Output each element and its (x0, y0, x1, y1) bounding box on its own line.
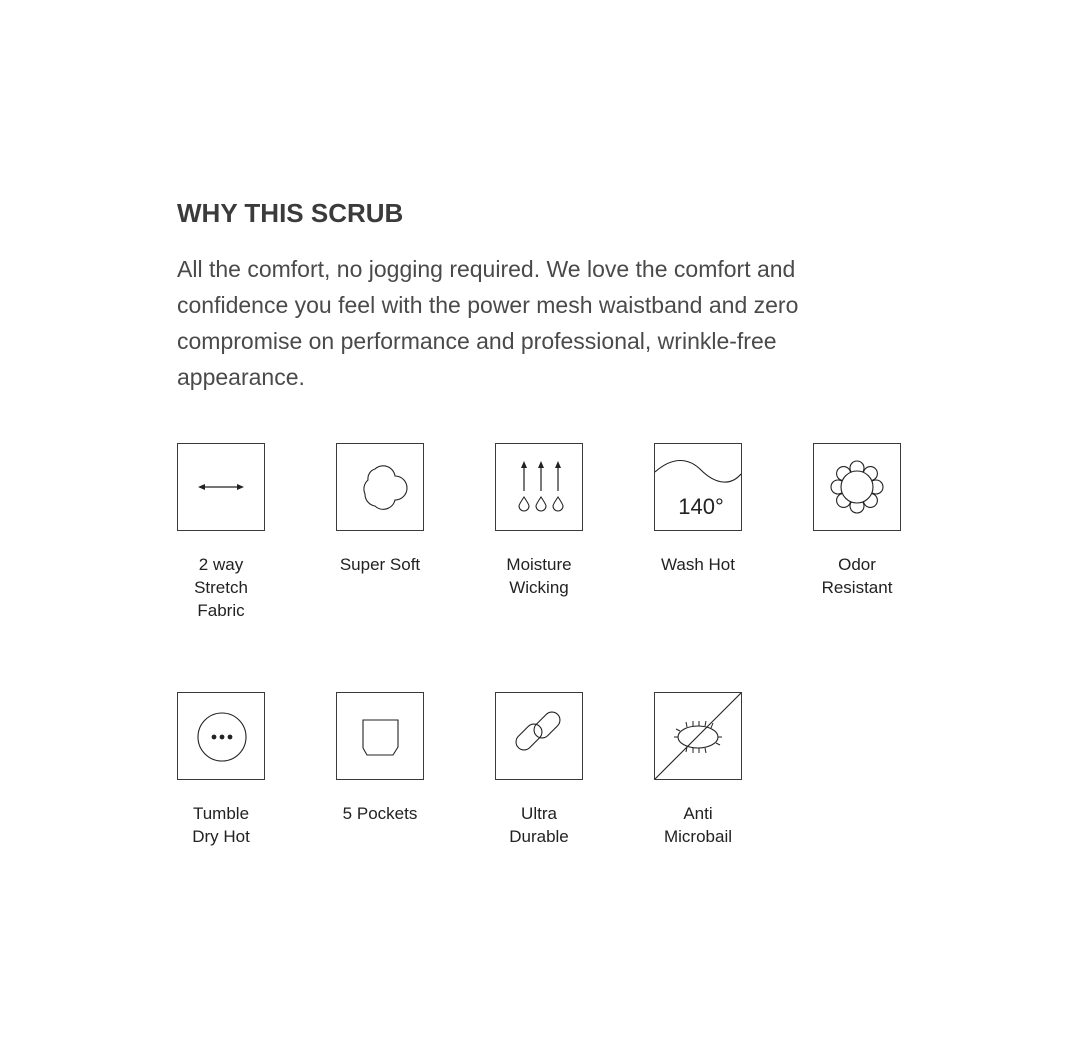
feature-item-anti-microbial (654, 692, 742, 846)
feature-label: Super Soft (339, 555, 421, 574)
wash-temp-icon (654, 443, 742, 531)
feature-label: Ultra Durable (509, 804, 569, 846)
feature-item-tumble-dry (177, 692, 265, 846)
feature-label: Moisture Wicking (506, 555, 572, 597)
feature-item-stretch (177, 443, 265, 620)
cloud-icon (336, 443, 424, 531)
feature-label: Anti Microbail (663, 804, 733, 846)
section-description: All the comfort, no jogging required. We love the comfort and confidence you feel with the power mesh waistband and zero compromise on performance and professional, wrinkle-free appearance. (177, 256, 799, 390)
section-title: WHY THIS SCRUB (177, 198, 404, 228)
feature-label: 5 Pockets (342, 804, 418, 823)
tumble-dry-icon (177, 692, 265, 780)
feature-item-odor-resistant (813, 443, 901, 597)
anti-microbial-icon (654, 692, 742, 780)
flower-icon (813, 443, 901, 531)
moisture-arrows-icon (495, 443, 583, 531)
feature-label: Wash Hot (660, 555, 735, 574)
feature-item-super-soft (336, 443, 424, 574)
stretch-arrows-icon (177, 443, 265, 531)
why-this-scrub-section (177, 196, 917, 395)
svg-text:140°: 140° (678, 494, 724, 519)
feature-item-5-pockets (336, 692, 424, 823)
feature-label: Odor Resistant (821, 555, 893, 597)
feature-item-ultra-durable (495, 692, 583, 846)
feature-label: Tumble Dry Hot (192, 804, 250, 846)
feature-item-wash-hot (654, 443, 742, 574)
feature-item-moisture-wicking (495, 443, 583, 597)
chain-link-icon (495, 692, 583, 780)
pocket-icon (336, 692, 424, 780)
feature-label: 2 way Stretch Fabric (194, 555, 248, 620)
